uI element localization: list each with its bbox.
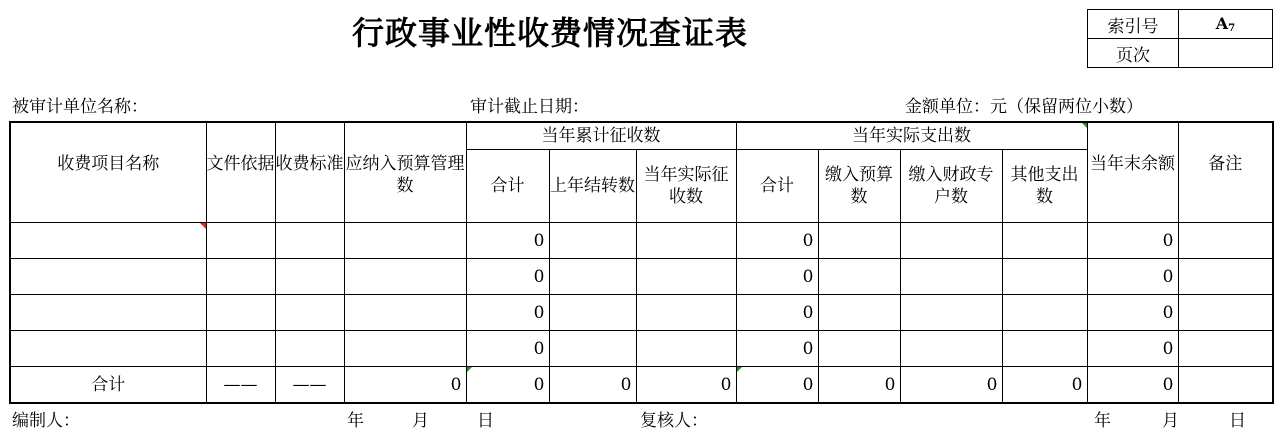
header-group-collected: 当年累计征收数 <box>466 122 736 150</box>
cell-actual-collected[interactable] <box>636 295 736 331</box>
total-label: 合计 <box>10 367 206 404</box>
audit-cutoff-date-label: 审计截止日期： <box>470 97 589 117</box>
cell-to-fiscal-account[interactable] <box>900 259 1002 295</box>
cell-item-name[interactable] <box>10 223 206 259</box>
header-expense-total: 合计 <box>736 150 818 223</box>
cell-collected-total[interactable]: 0 <box>466 295 549 331</box>
cell-to-budget[interactable] <box>818 331 900 367</box>
header-other-expense: 其他支出数 <box>1002 150 1087 223</box>
preparer-day-label: 日 <box>477 411 494 431</box>
cell-carried-over[interactable] <box>549 223 636 259</box>
cell-actual-collected[interactable] <box>636 259 736 295</box>
cell-budget-due[interactable] <box>344 259 466 295</box>
preparer-month-label: 月 <box>412 411 429 431</box>
total-to-budget[interactable]: 0 <box>818 367 900 404</box>
total-doc-basis: —— <box>206 367 275 404</box>
total-row <box>10 367 1273 404</box>
cell-remarks[interactable] <box>1178 223 1273 259</box>
reviewer-month-label: 月 <box>1162 411 1179 431</box>
cell-doc-basis[interactable] <box>206 295 275 331</box>
total-balance[interactable]: 0 <box>1087 367 1178 404</box>
cell-collected-total[interactable]: 0 <box>466 223 549 259</box>
cell-budget-due[interactable] <box>344 223 466 259</box>
total-to-fiscal-account[interactable]: 0 <box>900 367 1002 404</box>
page-number-label: 页次 <box>1088 39 1179 68</box>
cell-carried-over[interactable] <box>549 259 636 295</box>
cell-remarks[interactable] <box>1178 259 1273 295</box>
cell-balance[interactable]: 0 <box>1087 331 1178 367</box>
cell-to-fiscal-account[interactable] <box>900 295 1002 331</box>
page-number-value[interactable] <box>1179 39 1273 68</box>
total-remarks[interactable] <box>1178 367 1273 404</box>
cell-budget-due[interactable] <box>344 331 466 367</box>
header-remarks: 备注 <box>1178 122 1273 223</box>
total-fee-standard: —— <box>275 367 344 404</box>
amount-unit-note: 金额单位：元（保留两位小数） <box>905 97 1143 117</box>
header-to-fiscal-account: 缴入财政专户数 <box>900 150 1002 223</box>
cell-fee-standard[interactable] <box>275 331 344 367</box>
cell-actual-collected[interactable] <box>636 331 736 367</box>
cell-remarks[interactable] <box>1178 295 1273 331</box>
cell-to-budget[interactable] <box>818 223 900 259</box>
cell-other-expense[interactable] <box>1002 259 1087 295</box>
cell-expense-total[interactable]: 0 <box>736 331 818 367</box>
index-box <box>1087 9 1273 68</box>
cell-remarks[interactable] <box>1178 331 1273 367</box>
total-budget-due[interactable]: 0 <box>344 367 466 404</box>
header-collected-total: 合计 <box>466 150 549 223</box>
cell-other-expense[interactable] <box>1002 223 1087 259</box>
cell-fee-standard[interactable] <box>275 295 344 331</box>
cell-actual-collected[interactable] <box>636 223 736 259</box>
cell-fee-standard[interactable] <box>275 223 344 259</box>
cell-expense-total[interactable]: 0 <box>736 295 818 331</box>
cell-to-fiscal-account[interactable] <box>900 331 1002 367</box>
header-doc-basis: 文件依据 <box>206 122 275 223</box>
total-expense-total[interactable]: 0 <box>736 367 818 404</box>
cell-item-name[interactable] <box>10 331 206 367</box>
cell-fee-standard[interactable] <box>275 259 344 295</box>
cell-expense-total[interactable]: 0 <box>736 259 818 295</box>
reviewer-day-label: 日 <box>1229 411 1246 431</box>
cell-other-expense[interactable] <box>1002 331 1087 367</box>
cell-doc-basis[interactable] <box>206 223 275 259</box>
header-fee-standard: 收费标准 <box>275 122 344 223</box>
reviewer-label: 复核人： <box>640 411 708 431</box>
table-row <box>10 295 1273 331</box>
cell-balance[interactable]: 0 <box>1087 223 1178 259</box>
reviewer-year-label: 年 <box>1094 411 1111 431</box>
total-carried-over[interactable]: 0 <box>549 367 636 404</box>
cell-carried-over[interactable] <box>549 295 636 331</box>
total-collected-total[interactable]: 0 <box>466 367 549 404</box>
header-actual-collected: 当年实际征收数 <box>636 150 736 223</box>
audited-unit-label: 被审计单位名称： <box>12 97 148 117</box>
cell-doc-basis[interactable] <box>206 331 275 367</box>
table-row <box>10 331 1273 367</box>
header-item-name: 收费项目名称 <box>10 122 206 223</box>
cell-to-budget[interactable] <box>818 259 900 295</box>
header-carried-over: 上年结转数 <box>549 150 636 223</box>
table-row <box>10 223 1273 259</box>
total-other-expense[interactable]: 0 <box>1002 367 1087 404</box>
preparer-label: 编制人： <box>12 411 80 431</box>
cell-to-fiscal-account[interactable] <box>900 223 1002 259</box>
index-number-value[interactable]: $A_7$ <box>1179 10 1273 39</box>
cell-carried-over[interactable] <box>549 331 636 367</box>
cell-collected-total[interactable]: 0 <box>466 331 549 367</box>
cell-expense-total[interactable]: 0 <box>736 223 818 259</box>
cell-other-expense[interactable] <box>1002 295 1087 331</box>
cell-balance[interactable]: 0 <box>1087 295 1178 331</box>
total-actual-collected[interactable]: 0 <box>636 367 736 404</box>
header-budget-due: 应纳入预算管理数 <box>344 122 466 223</box>
fee-audit-table <box>9 121 1274 404</box>
header-group-expense: 当年实际支出数 <box>736 122 1087 150</box>
cell-budget-due[interactable] <box>344 295 466 331</box>
header-to-budget: 缴入预算数 <box>818 150 900 223</box>
preparer-year-label: 年 <box>347 411 364 431</box>
cell-to-budget[interactable] <box>818 295 900 331</box>
cell-collected-total[interactable]: 0 <box>466 259 549 295</box>
index-number-label: 索引号 <box>1088 10 1179 39</box>
table-row <box>10 259 1273 295</box>
cell-balance[interactable]: 0 <box>1087 259 1178 295</box>
header-year-end-balance: 当年末余额 <box>1087 122 1178 223</box>
cell-item-name[interactable] <box>10 259 206 295</box>
cell-doc-basis[interactable] <box>206 259 275 295</box>
cell-item-name[interactable] <box>10 295 206 331</box>
page-title: 行政事业性收费情况查证表 <box>351 14 748 52</box>
